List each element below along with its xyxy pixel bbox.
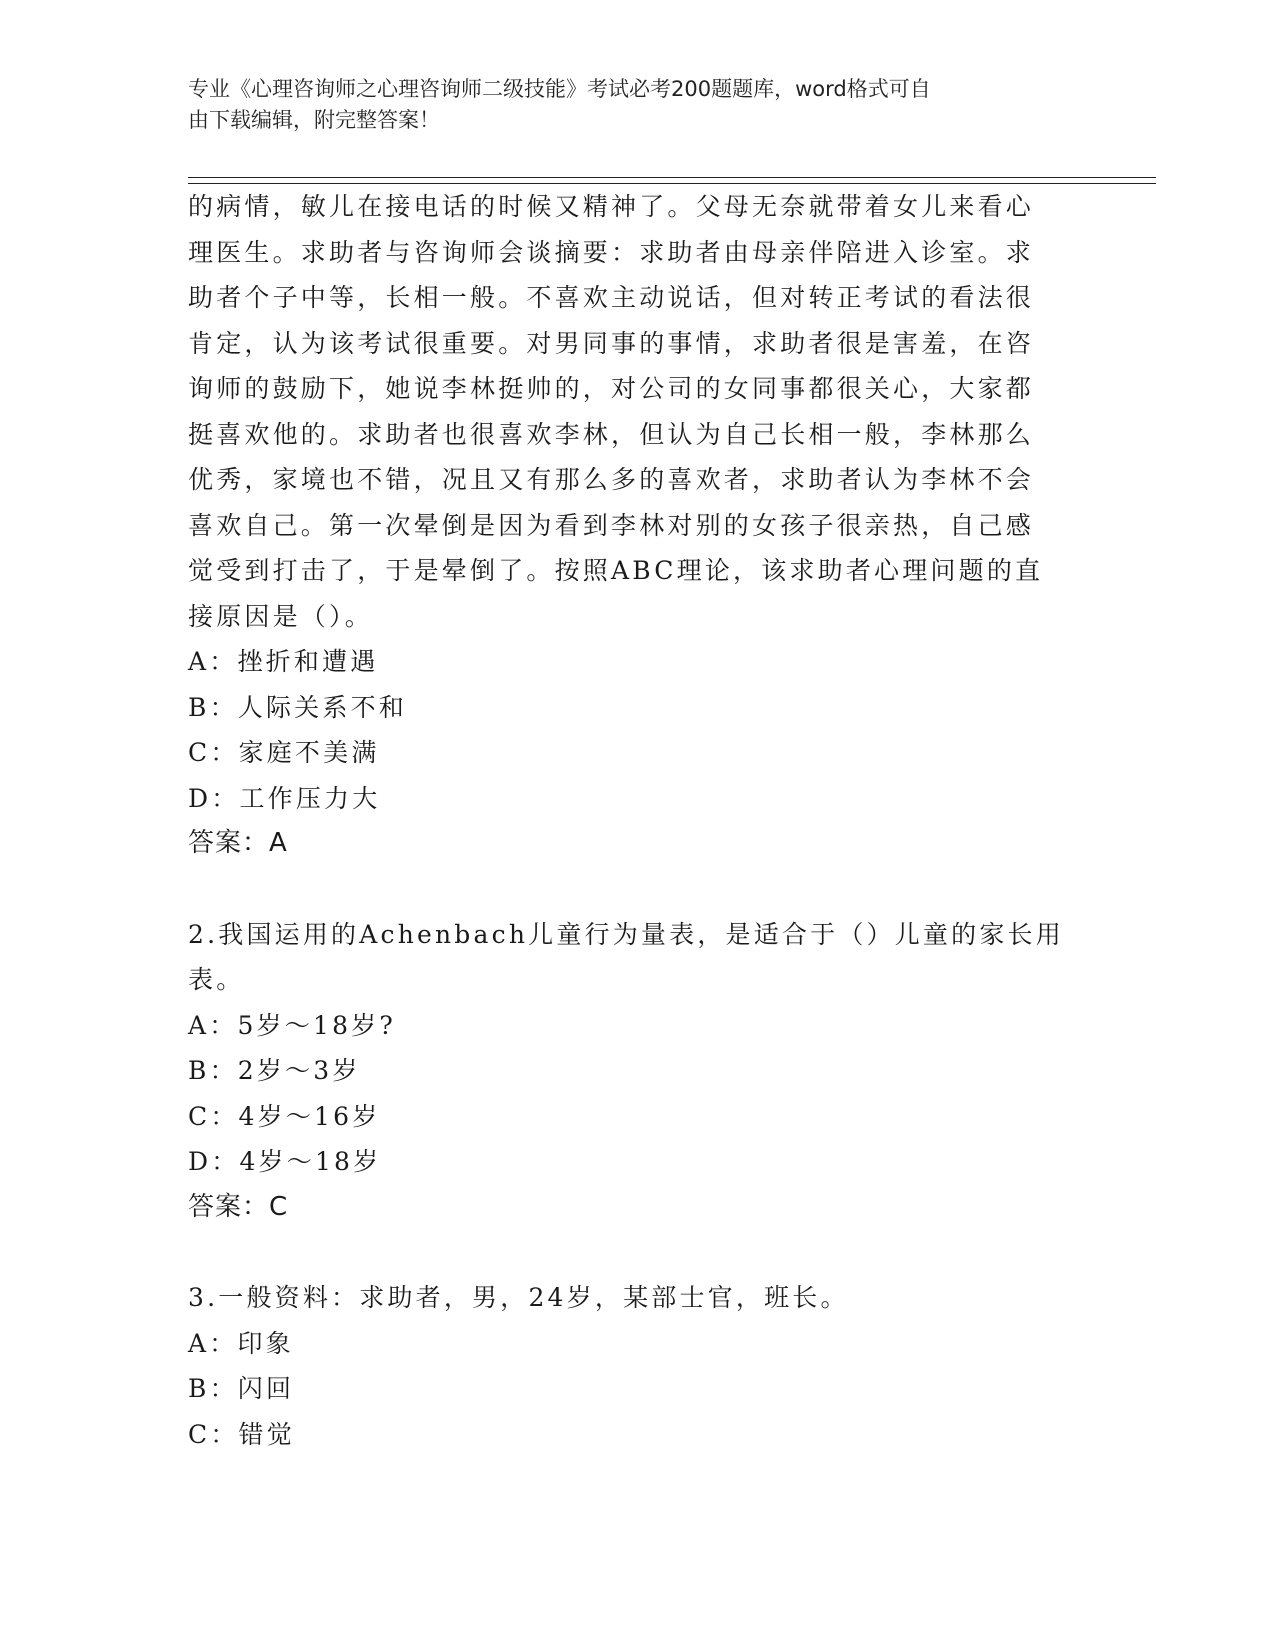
q1-option-b: B：人际关系不和	[188, 692, 407, 722]
question-list	[188, 184, 1068, 1457]
q3-option-c: C：错觉	[188, 1419, 295, 1449]
q3-option-b: B：闪回	[188, 1374, 295, 1403]
header-line-1: 专业《心理咨询师之心理咨询师二级技能》考试必考200题题库，word格式可自	[188, 77, 931, 101]
q1-answer: 答案：A	[188, 828, 288, 858]
q1-stem-line: 肯定，认为该考试很重要。对男同事的事情，求助者很是害羞，在咨	[188, 328, 1035, 358]
q2-option-c: C：4岁～16岁	[188, 1101, 381, 1131]
spacer	[188, 867, 1068, 912]
q3-option-a: A：印象	[188, 1328, 294, 1358]
q2-option-d: D：4岁～18岁	[188, 1147, 382, 1176]
q1-option-a: A：挫折和遭遇	[188, 647, 379, 676]
spacer	[188, 1230, 1068, 1275]
question-1	[188, 184, 1068, 867]
page-header	[188, 74, 1068, 136]
q1-option-c: C：家庭不美满	[188, 738, 380, 767]
q1-stem-line: 的病情，敏儿在接电话的时候又精神了。父母无奈就带着女儿来看心	[188, 192, 1035, 221]
q2-option-b: B：2岁～3岁	[188, 1056, 361, 1085]
q2-stem-line: 2.我国运用的Achenbach儿童行为量表，是适合于（）儿童的家长用	[188, 919, 1064, 949]
header-rule-top	[188, 177, 1156, 178]
q1-stem-line: 喜欢自己。第一次晕倒是因为看到李林对别的女孩子很亲热，自己感	[188, 510, 1035, 540]
header-line-2: 由下载编辑，附完整答案！	[188, 108, 440, 132]
q1-stem-line: 挺喜欢他的。求助者也很喜欢李林，但认为自己长相一般，李林那么	[188, 419, 1035, 449]
q2-stem-line: 表。	[188, 965, 245, 994]
q1-option-d: D：工作压力大	[188, 783, 381, 813]
q3-stem-line: 3.一般资料：求助者，男，24岁，某部士官，班长。	[188, 1283, 849, 1312]
q1-stem-line: 接原因是（）。	[188, 601, 373, 631]
q2-answer: 答案：C	[188, 1191, 289, 1222]
q1-stem-line: 询师的鼓励下，她说李林挺帅的，对公司的女同事都很关心，大家都	[188, 374, 1035, 403]
q1-stem-line: 优秀，家境也不错，况且又有那么多的喜欢者，求助者认为李林不会	[188, 465, 1035, 494]
question-2	[188, 912, 1068, 1231]
q1-stem-line: 理医生。求助者与咨询师会谈摘要：求助者由母亲伴陪进入诊室。求	[188, 237, 1035, 267]
q1-stem-line: 觉受到打击了，于是晕倒了。按照ABC理论，该求助者心理问题的直	[188, 556, 1044, 585]
q2-option-a: A：5岁～18岁?	[188, 1010, 396, 1040]
q1-stem-line: 助者个子中等，长相一般。不喜欢主动说话，但对转正考试的看法很	[188, 283, 1035, 312]
question-3	[188, 1275, 1068, 1457]
